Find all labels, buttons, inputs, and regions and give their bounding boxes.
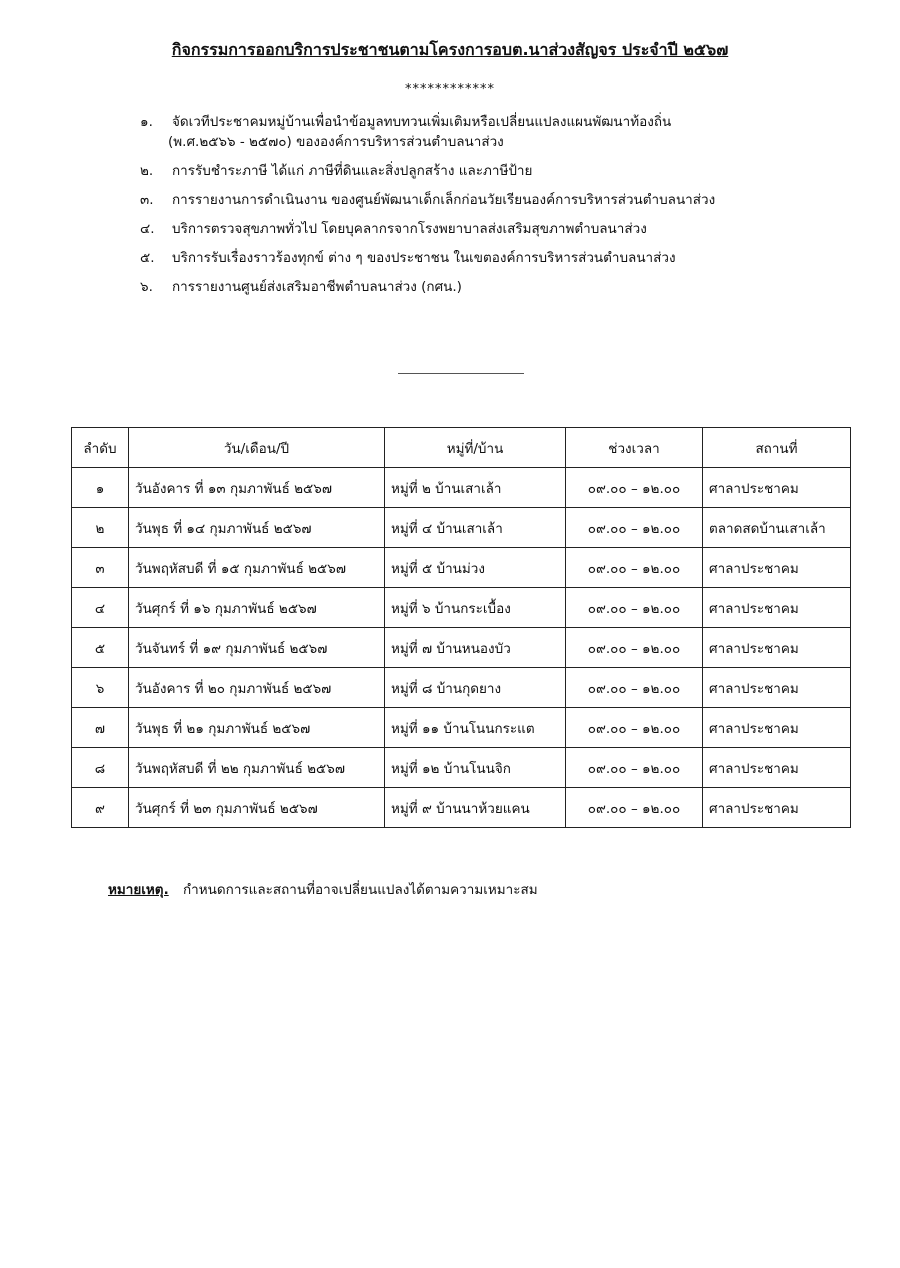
table-row <box>72 548 851 588</box>
table-row <box>72 668 851 708</box>
cell-date: วันอังคาร ที่ ๑๓ กุมภาพันธ์ ๒๕๖๗ <box>129 468 385 508</box>
activity-text: การรายงานศูนย์ส่งเสริมอาชีพตำบลนาส่วง (กศน.) <box>172 279 462 295</box>
activity-item <box>140 248 840 268</box>
cell-place: ศาลาประชาคม <box>703 468 851 508</box>
cell-village: หมู่ที่ ๑๑ บ้านโนนกระแต <box>385 708 566 748</box>
activity-number: ๓. <box>140 192 154 208</box>
cell-order: ๘ <box>72 748 129 788</box>
activity-item <box>140 190 840 210</box>
cell-time: ๐๙.๐๐ – ๑๒.๐๐ <box>566 708 703 748</box>
cell-village: หมู่ที่ ๙ บ้านนาห้วยแคน <box>385 788 566 828</box>
remark-text: กำหนดการและสถานที่อาจเปลี่ยนแปลงได้ตามความเหมาะสม <box>183 882 538 898</box>
cell-order: ๗ <box>72 708 129 748</box>
cell-place: ศาลาประชาคม <box>703 788 851 828</box>
cell-village: หมู่ที่ ๗ บ้านหนองบัว <box>385 628 566 668</box>
cell-place: ศาลาประชาคม <box>703 588 851 628</box>
cell-time: ๐๙.๐๐ – ๑๒.๐๐ <box>566 508 703 548</box>
cell-village: หมู่ที่ ๖ บ้านกระเบื้อง <box>385 588 566 628</box>
title-separator-stars: ************ <box>405 82 495 97</box>
header-date: วัน/เดือน/ปี <box>129 428 385 468</box>
cell-time: ๐๙.๐๐ – ๑๒.๐๐ <box>566 748 703 788</box>
cell-date: วันพุธ ที่ ๒๑ กุมภาพันธ์ ๒๕๖๗ <box>129 708 385 748</box>
cell-date: วันศุกร์ ที่ ๑๖ กุมภาพันธ์ ๒๕๖๗ <box>129 588 385 628</box>
activity-item <box>140 112 840 152</box>
cell-place: ศาลาประชาคม <box>703 668 851 708</box>
cell-village: หมู่ที่ ๕ บ้านม่วง <box>385 548 566 588</box>
cell-time: ๐๙.๐๐ – ๑๒.๐๐ <box>566 548 703 588</box>
activity-list <box>140 112 840 306</box>
schedule-table <box>71 427 851 828</box>
activity-text: การรายงานการดำเนินงาน ของศูนย์พัฒนาเด็กเล็กก่อนวัยเรียนองค์การบริหารส่วนตำบลนาส่วง <box>172 192 716 208</box>
cell-time: ๐๙.๐๐ – ๑๒.๐๐ <box>566 668 703 708</box>
activity-number: ๔. <box>140 221 155 237</box>
cell-time: ๐๙.๐๐ – ๑๒.๐๐ <box>566 468 703 508</box>
table-row <box>72 588 851 628</box>
table-header-row <box>72 428 851 468</box>
cell-date: วันพฤหัสบดี ที่ ๑๕ กุมภาพันธ์ ๒๕๖๗ <box>129 548 385 588</box>
remark-label: หมายเหตุ. <box>108 882 169 898</box>
document-title: กิจกรรมการออกบริการประชาชนตามโครงการอบต.นาส่วงสัญจร ประจำปี ๒๕๖๗ <box>171 40 729 59</box>
cell-place: ศาลาประชาคม <box>703 748 851 788</box>
activity-text <box>168 112 840 152</box>
activity-line-continued: (พ.ศ.๒๕๖๖ - ๒๕๗๐) ขององค์การบริหารส่วนตำบลนาส่วง <box>168 134 504 150</box>
cell-order: ๒ <box>72 508 129 548</box>
table-row <box>72 748 851 788</box>
activity-line: จัดเวทีประชาคมหมู่บ้านเพื่อนำข้อมูลทบทวนเพิ่มเติมหรือเปลี่ยนแปลงแผนพัฒนาท้องถิ่น <box>172 114 672 130</box>
cell-date: วันจันทร์ ที่ ๑๙ กุมภาพันธ์ ๒๕๖๗ <box>129 628 385 668</box>
cell-village: หมู่ที่ ๒ บ้านเสาเล้า <box>385 468 566 508</box>
remark-note <box>108 878 538 900</box>
cell-date: วันศุกร์ ที่ ๒๓ กุมภาพันธ์ ๒๕๖๗ <box>129 788 385 828</box>
cell-date: วันพุธ ที่ ๑๔ กุมภาพันธ์ ๒๕๖๗ <box>129 508 385 548</box>
header-time: ช่วงเวลา <box>566 428 703 468</box>
activity-number: ๒. <box>140 163 154 179</box>
header-place: สถานที่ <box>703 428 851 468</box>
cell-order: ๕ <box>72 628 129 668</box>
activity-number: ๑. <box>140 114 153 130</box>
cell-order: ๑ <box>72 468 129 508</box>
activity-number: ๕. <box>140 250 155 266</box>
activity-item <box>140 277 840 297</box>
section-divider <box>398 373 524 374</box>
cell-date: วันอังคาร ที่ ๒๐ กุมภาพันธ์ ๒๕๖๗ <box>129 668 385 708</box>
header-order: ลำดับ <box>72 428 129 468</box>
table-row <box>72 628 851 668</box>
cell-order: ๖ <box>72 668 129 708</box>
cell-place: ศาลาประชาคม <box>703 628 851 668</box>
cell-village: หมู่ที่ ๑๒ บ้านโนนจิก <box>385 748 566 788</box>
activity-text: การรับชำระภาษี ได้แก่ ภาษีที่ดินและสิ่งปลูกสร้าง และภาษีป้าย <box>172 163 533 179</box>
header-village: หมู่ที่/บ้าน <box>385 428 566 468</box>
cell-order: ๙ <box>72 788 129 828</box>
table-row <box>72 468 851 508</box>
table-row <box>72 508 851 548</box>
cell-place: ศาลาประชาคม <box>703 708 851 748</box>
cell-place: ศาลาประชาคม <box>703 548 851 588</box>
cell-village: หมู่ที่ ๔ บ้านเสาเล้า <box>385 508 566 548</box>
cell-time: ๐๙.๐๐ – ๑๒.๐๐ <box>566 628 703 668</box>
activity-text: บริการรับเรื่องราวร้องทุกข์ ต่าง ๆ ของประชาชน ในเขตองค์การบริหารส่วนตำบลนาส่วง <box>172 250 676 266</box>
table-row <box>72 788 851 828</box>
cell-order: ๓ <box>72 548 129 588</box>
cell-place: ตลาดสดบ้านเสาเล้า <box>703 508 851 548</box>
cell-time: ๐๙.๐๐ – ๑๒.๐๐ <box>566 588 703 628</box>
table-row <box>72 708 851 748</box>
cell-village: หมู่ที่ ๘ บ้านกุดยาง <box>385 668 566 708</box>
cell-time: ๐๙.๐๐ – ๑๒.๐๐ <box>566 788 703 828</box>
activity-item <box>140 219 840 239</box>
activity-text: บริการตรวจสุขภาพทั่วไป โดยบุคลากรจากโรงพยาบาลส่งเสริมสุขภาพตำบลนาส่วง <box>172 221 647 237</box>
cell-date: วันพฤหัสบดี ที่ ๒๒ กุมภาพันธ์ ๒๕๖๗ <box>129 748 385 788</box>
cell-order: ๔ <box>72 588 129 628</box>
activity-item <box>140 161 840 181</box>
activity-number: ๖. <box>140 279 153 295</box>
